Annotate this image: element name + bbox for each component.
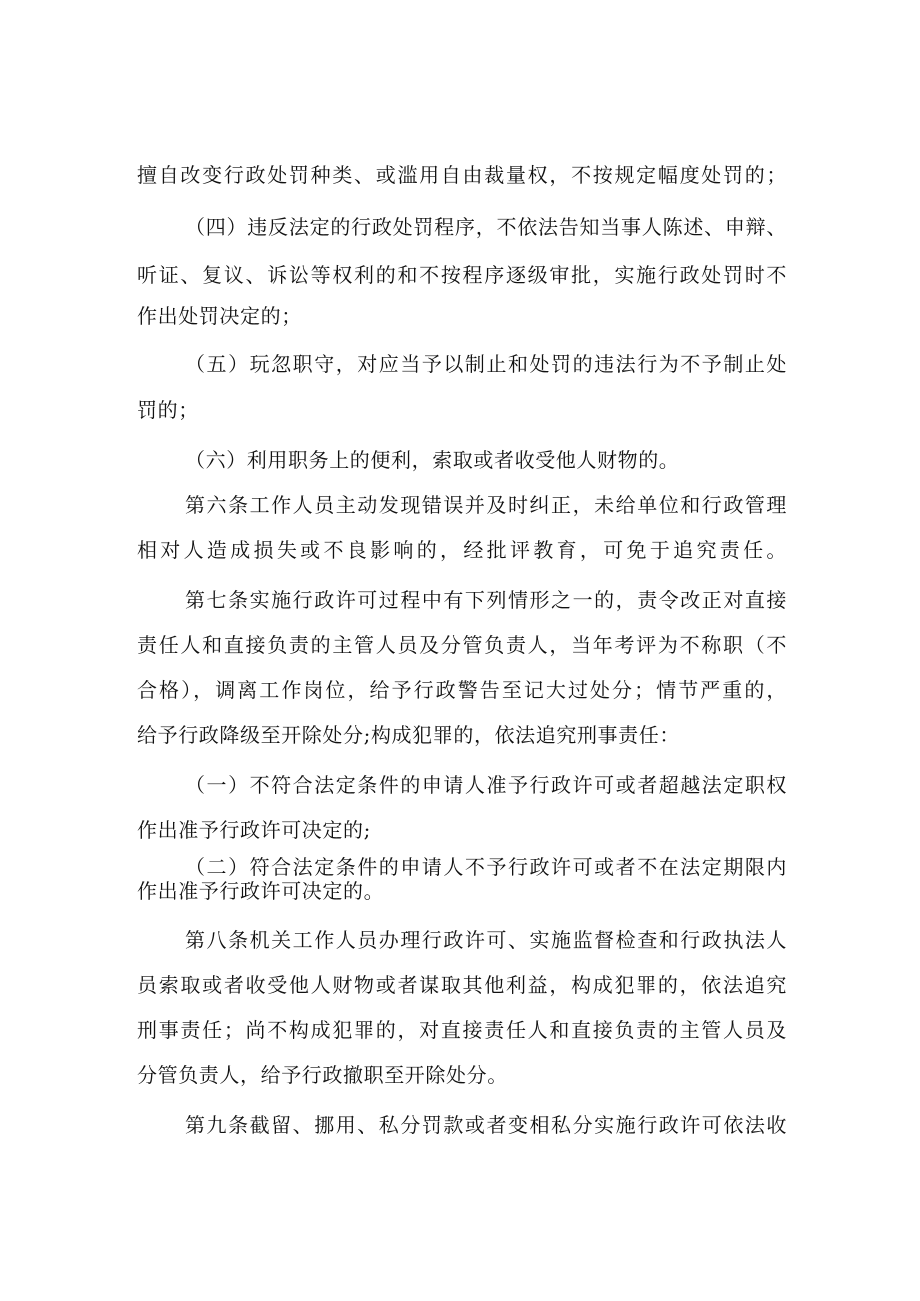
text-line-15: 作出准予行政许可决定的; xyxy=(137,818,371,842)
text-line-4: 作出处罚决定的； xyxy=(137,304,302,328)
text-line-19: 员索取或者收受他人财物或者谋取其他利益，构成犯罪的，依法追究 xyxy=(137,973,787,997)
text-line-5: （五）玩忽职守，对应当予以制止和处罚的违法行为不予制止处 xyxy=(185,352,787,376)
text-line-20: 刑事责任；尚不构成犯罪的，对直接责任人和直接负责的主管人员及 xyxy=(137,1018,787,1042)
text-line-14: （一）不符合法定条件的申请人准予行政许可或者超越法定职权 xyxy=(185,773,787,797)
text-line-11: 责任人和直接负责的主管人员及分管负责人，当年考评为不称职（不 xyxy=(137,633,787,657)
text-line-3: 听证、复议、诉讼等权利的和不按程序逐级审批，实施行政处罚时不 xyxy=(137,263,787,287)
text-line-12: 合格），调离工作岗位，给予行政警告至记大过处分；情节严重的， xyxy=(137,678,787,702)
text-line-2: （四）违反法定的行政处罚程序，不依法告知当事人陈述、申辩、 xyxy=(185,215,787,239)
text-line-16: （二）符合法定条件的申请人不予行政许可或者不在法定期限内 xyxy=(185,855,787,879)
text-line-6: 罚的； xyxy=(137,398,199,422)
text-line-9: 相对人造成损失或不良影响的，经批评教育，可免于追究责任。 xyxy=(137,538,787,562)
text-line-1: 擅自改变行政处罚种类、或滥用自由裁量权，不按规定幅度处罚的； xyxy=(137,163,787,187)
text-line-7: （六）利用职务上的便利，索取或者收受他人财物的。 xyxy=(185,448,680,472)
text-line-18: 第八条机关工作人员办理行政许可、实施监督检查和行政执法人 xyxy=(185,928,787,952)
text-line-22: 第九条截留、挪用、私分罚款或者变相私分实施行政许可依法收 xyxy=(185,1113,787,1137)
text-line-10: 第七条实施行政许可过程中有下列情形之一的，责令改正对直接 xyxy=(185,588,787,612)
text-line-13: 给予行政降级至开除处分;构成犯罪的，依法追究刑事责任： xyxy=(137,723,680,747)
text-line-21: 分管负责人，给予行政撤职至开除处分。 xyxy=(137,1063,508,1087)
text-line-17: 作出准予行政许可决定的。 xyxy=(137,879,385,903)
text-line-8: 第六条工作人员主动发现错误并及时纠正，未给单位和行政管理 xyxy=(185,493,787,517)
